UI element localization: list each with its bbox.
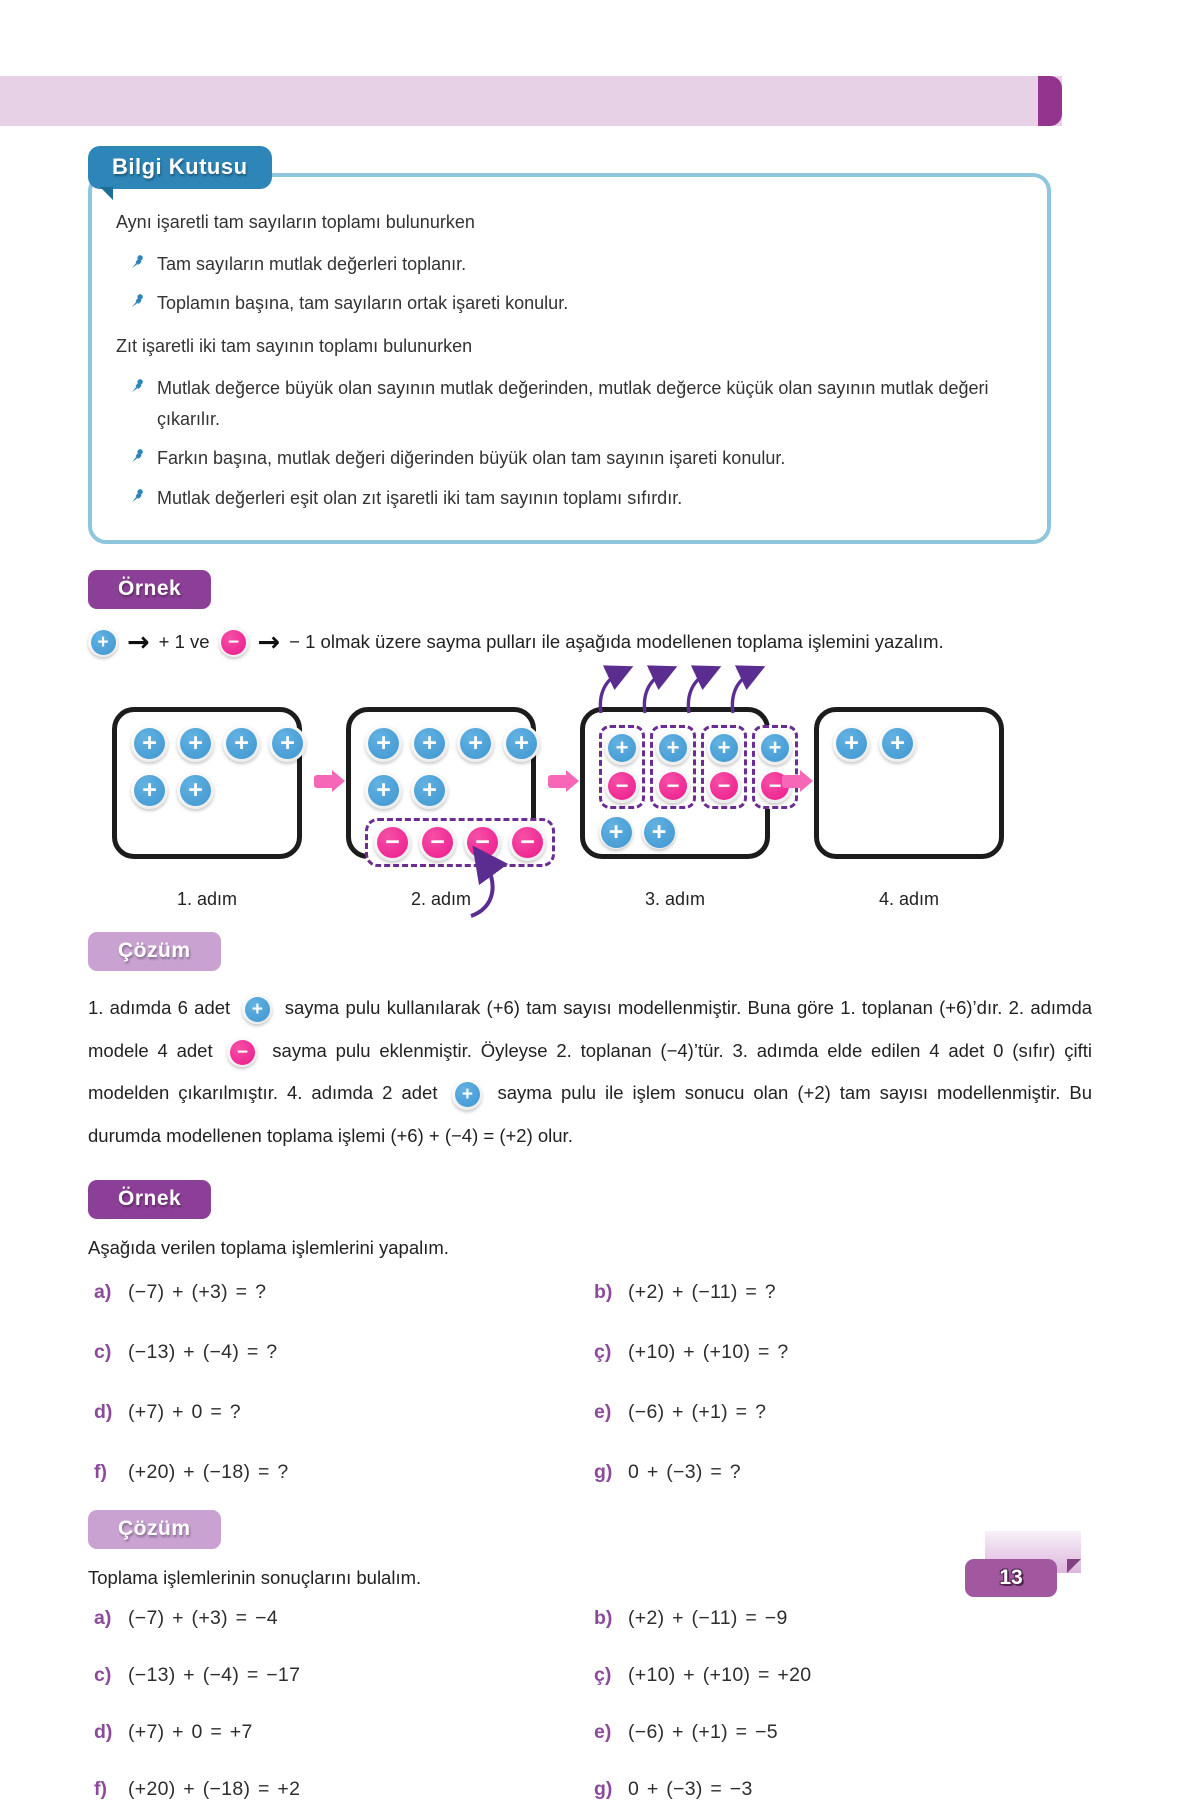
info-bullet — [130, 373, 1019, 434]
item-expression: (−7) + (+3) = −4 — [128, 1607, 278, 1630]
plus-counter-icon: + — [457, 725, 494, 762]
info-bullet — [130, 483, 1019, 514]
model-box-2 — [346, 707, 536, 859]
minus-counter-icon: − — [374, 824, 411, 861]
problem-item — [94, 1461, 594, 1484]
right-arrow-icon — [782, 775, 802, 788]
answer-list — [88, 1607, 1092, 1801]
example-1-section — [88, 570, 1092, 910]
intro-plus-text: + 1 ve — [158, 631, 210, 653]
model-step-4 — [814, 707, 1004, 910]
item-expression: (−13) + (−4) = −17 — [128, 1664, 301, 1687]
info-bullet-text: Farkın başına, mutlak değeri diğerinden büyük olan tam sayının işareti konulur. — [157, 448, 786, 469]
solution-1-paragraph — [88, 987, 1092, 1157]
item-label: f) — [94, 1778, 107, 1801]
plus-counter-icon: + — [452, 1080, 482, 1110]
model-box-4 — [814, 707, 1004, 859]
item-label: d) — [94, 1400, 113, 1423]
item-label: b) — [594, 1280, 613, 1303]
example-badge: Örnek — [88, 1180, 211, 1219]
maps-to-arrow-icon: → — [257, 626, 281, 658]
minus-counter-icon: − — [219, 627, 249, 657]
info-bullet-text: Mutlak değerleri eşit olan zıt işaretli iki tam sayının toplamı sıfırdır. — [157, 487, 683, 508]
item-expression: (+2) + (−11) = ? — [628, 1280, 776, 1303]
answer-item — [94, 1664, 594, 1687]
model-step-3 — [580, 707, 782, 910]
header-accent-cap — [1038, 76, 1062, 126]
item-expression: (−6) + (+1) = −5 — [628, 1721, 778, 1744]
step-label: 1. adım — [176, 889, 238, 910]
plus-counter-icon: + — [88, 627, 118, 657]
page-number-badge: 13 — [965, 1559, 1057, 1597]
info-intro-2: Zıt işaretli iki tam sayının toplamı bulunurken — [116, 336, 473, 357]
answer-item — [94, 1778, 594, 1801]
step-label: 4. adım — [878, 889, 940, 910]
pushpin-icon — [130, 488, 145, 504]
item-expression: (−13) + (−4) = ? — [128, 1340, 278, 1363]
item-label: a) — [94, 1607, 112, 1630]
answer-item — [594, 1721, 1092, 1744]
minus-counter-icon: − — [707, 769, 741, 803]
curved-pointer-arrow-icon — [453, 854, 509, 918]
item-expression: (+7) + 0 = ? — [128, 1400, 241, 1423]
plus-counter-icon: + — [269, 725, 306, 762]
minus-counter-icon: − — [656, 769, 690, 803]
pushpin-icon — [130, 448, 145, 464]
item-expression: (+20) + (−18) = +2 — [128, 1778, 301, 1801]
model-box-3 — [580, 707, 782, 859]
plus-counter-icon: + — [599, 815, 633, 849]
item-expression: (+2) + (−11) = −9 — [628, 1607, 788, 1630]
problem-item — [94, 1401, 594, 1424]
info-bullet — [130, 249, 1019, 280]
zero-pair — [752, 725, 798, 809]
plus-counter-icon: + — [242, 994, 272, 1024]
solution-1-section — [88, 932, 1092, 1157]
item-label: a) — [94, 1280, 112, 1303]
info-bullet-text: Toplamın başına, tam sayıların ortak işareti konulur. — [157, 293, 569, 314]
plus-counter-icon: + — [605, 731, 639, 765]
plus-counter-icon: + — [365, 772, 402, 809]
example-1-intro — [88, 627, 1092, 657]
plus-counter-icon: + — [503, 725, 540, 762]
page-number-area — [965, 1531, 1069, 1597]
problem-list — [88, 1281, 1092, 1484]
problem-item — [594, 1281, 1092, 1304]
info-intro-1: Aynı işaretli tam sayıların toplamı bulunurken — [116, 212, 475, 232]
item-expression: (+7) + 0 = +7 — [128, 1721, 253, 1744]
item-label: b) — [594, 1607, 613, 1630]
solution-2-intro: Toplama işlemlerinin sonuçlarını bulalım. — [88, 1566, 422, 1588]
minus-counter-icon: − — [605, 769, 639, 803]
answer-item — [594, 1778, 1092, 1801]
item-expression: (−7) + (+3) = ? — [128, 1280, 267, 1303]
info-box-badge: Bilgi Kutusu — [88, 146, 272, 189]
info-box — [88, 173, 1051, 544]
counter-model-figure — [88, 707, 1092, 910]
step-label: 2. adım — [410, 889, 472, 910]
right-arrow-icon — [548, 775, 568, 788]
solution-text: sayma pulu kullanılarak (+6) tam sayısı modellenmiştir. Buna göre 1. toplanan (+6)’dır. 2. adımda modele 4 adet — [88, 997, 1093, 1061]
zero-pair — [701, 725, 747, 809]
page-content — [88, 146, 1092, 1801]
info-bullet — [130, 443, 1019, 474]
pushpin-icon — [130, 293, 145, 309]
pushpin-icon — [130, 378, 145, 394]
solution-badge: Çözüm — [88, 1510, 221, 1549]
problem-item — [594, 1341, 1092, 1364]
problem-item — [94, 1341, 594, 1364]
model-step-2 — [346, 707, 536, 910]
minus-counter-icon: − — [509, 824, 546, 861]
model-box-1 — [112, 707, 302, 859]
plus-counter-icon: + — [642, 815, 676, 849]
zero-pairs-group — [599, 725, 782, 809]
plus-counter-icon: + — [656, 731, 690, 765]
pushpin-icon — [130, 254, 145, 270]
item-label: c) — [94, 1340, 112, 1363]
answer-item — [594, 1664, 1092, 1687]
plus-counter-icon: + — [177, 772, 214, 809]
answer-item — [94, 1721, 594, 1744]
minus-counter-icon: − — [464, 824, 501, 861]
info-bullet — [130, 288, 1019, 319]
plus-counter-icon: + — [365, 725, 402, 762]
solution-badge: Çözüm — [88, 932, 221, 971]
plus-counter-icon: + — [223, 725, 260, 762]
problem-item — [94, 1281, 594, 1304]
plus-counter-icon: + — [411, 772, 448, 809]
item-label: ç) — [594, 1664, 612, 1687]
right-arrow-icon — [314, 775, 334, 788]
item-expression: (+20) + (−18) = ? — [128, 1460, 289, 1483]
answer-item — [594, 1607, 1092, 1630]
item-label: ç) — [594, 1340, 612, 1363]
item-label: g) — [594, 1778, 613, 1801]
plus-counter-icon: + — [411, 725, 448, 762]
model-step-1 — [112, 707, 302, 910]
example-2-section — [88, 1180, 1092, 1484]
plus-counter-icon: + — [131, 725, 168, 762]
item-expression: 0 + (−3) = −3 — [628, 1778, 753, 1801]
info-bullet-text: Tam sayıların mutlak değerleri toplanır. — [157, 253, 467, 274]
answer-item — [94, 1607, 594, 1630]
item-expression: (+10) + (+10) = ? — [628, 1340, 789, 1363]
problem-item — [594, 1461, 1092, 1484]
step-label: 3. adım — [644, 889, 706, 910]
item-expression: 0 + (−3) = ? — [628, 1460, 741, 1483]
zero-pair — [650, 725, 696, 809]
zero-pair-removal-arrows-icon — [587, 666, 797, 714]
item-label: e) — [594, 1400, 612, 1423]
intro-rest-text: − 1 olmak üzere sayma pulları ile aşağıda modellenen toplama işlemini yazalım. — [289, 631, 944, 653]
item-label: g) — [594, 1460, 613, 1483]
example-badge: Örnek — [88, 570, 211, 609]
item-label: c) — [94, 1664, 112, 1687]
info-bullet-text: Mutlak değerce büyük olan sayının mutlak değerinden, mutlak değerce küçük olan sayının mutlak değeri çıkarılır. — [157, 377, 989, 429]
plus-counter-icon: + — [131, 772, 168, 809]
item-label: d) — [94, 1721, 113, 1744]
maps-to-arrow-icon: → — [127, 626, 150, 658]
solution-2-section — [88, 1510, 1092, 1801]
info-box-section — [88, 146, 1092, 544]
ribbon-fold — [1067, 1559, 1081, 1573]
minus-counter-icon: − — [419, 824, 456, 861]
problem-item — [594, 1401, 1092, 1424]
item-expression: (−6) + (+1) = ? — [628, 1400, 767, 1423]
solution-text: sayma pulu ile işlem sonucu olan (+2) tam sayısı modellenmiştir. Bu durumda modellenen toplama işlemi (+6) + (−4) = (+2) olur. — [88, 1082, 1092, 1146]
page-header-bar — [0, 76, 1062, 126]
item-label: f) — [94, 1460, 107, 1483]
plus-counter-icon: + — [177, 725, 214, 762]
minus-counter-icon: − — [758, 769, 792, 803]
plus-counter-icon: + — [758, 731, 792, 765]
item-label: e) — [594, 1721, 612, 1744]
plus-counter-icon: + — [879, 725, 916, 762]
solution-text: 1. adımda 6 adet — [88, 997, 231, 1019]
plus-counter-icon: + — [833, 725, 870, 762]
minus-counter-icon: − — [227, 1037, 257, 1067]
item-expression: (+10) + (+10) = +20 — [628, 1664, 812, 1687]
example-2-intro: Aşağıda verilen toplama işlemlerini yapalım. — [88, 1236, 449, 1258]
plus-counter-icon: + — [707, 731, 741, 765]
zero-pair — [599, 725, 645, 809]
solution-text: sayma pulu eklenmiştir. Öyleyse 2. toplanan (−4)’tür. 3. adımda elde edilen 4 adet 0 (sıfır) çifti modelden çıkarılmıştır. 4. adımda 2 adet — [88, 1039, 1093, 1104]
